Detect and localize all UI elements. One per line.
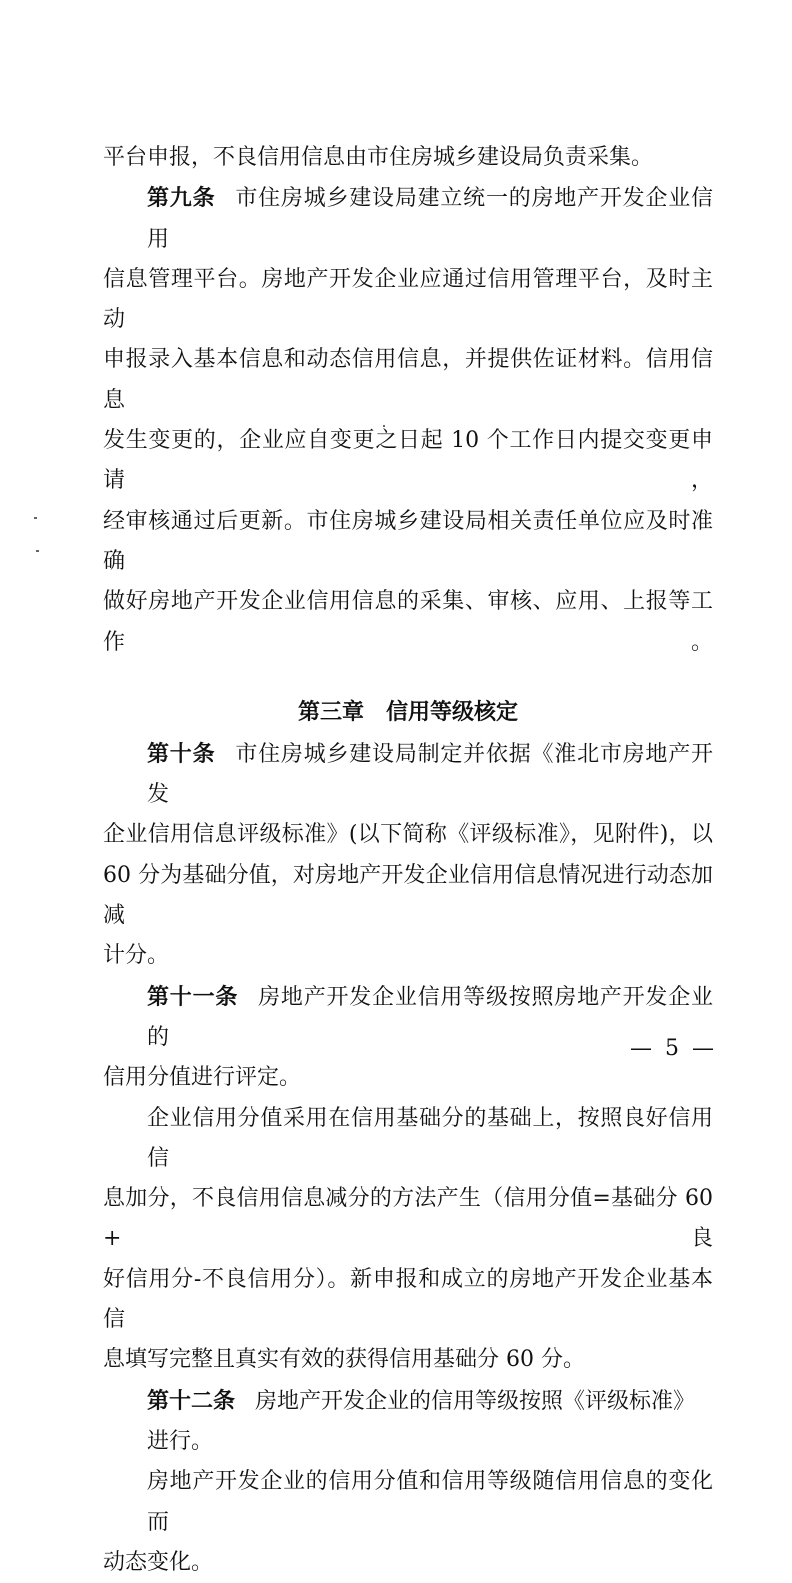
article-9 [103,178,713,260]
text-line: 房地产开发企业信用等级按照房地产开发企业的 [147,984,713,1050]
text-line: 信用分值进行评定。 [103,1065,302,1091]
text-line: 息填写完整且真实有效的获得信用基础分 60 分。 [103,1347,585,1373]
text-line: 息加分，不良信用信息减分的方法产生（信用分值=基础分 60+良 [103,1186,713,1252]
text-line: 计分。 [103,943,170,969]
chapter-heading [103,692,713,734]
text-line: 房地产开发企业的信用等级按照《评级标准》进行。 [147,1388,696,1454]
text-line: 做好房地产开发企业信用信息的采集、审核、应用、上报等工作。 [103,589,713,655]
chapter-title: 信用等级核定 [386,698,519,725]
scan-speck [383,425,385,427]
article-label: 第九条 [147,185,216,212]
text-line: 市住房城乡建设局建立统一的房地产开发企业信用 [147,186,713,252]
text-line: 企业信用分值采用在信用基础分的基础上，按照良好信用信 [147,1105,713,1171]
article-label: 第十一条 [147,983,239,1010]
text-line: 房地产开发企业的信用分值和信用等级随信用信息的变化而 [147,1469,713,1535]
article-label: 第十条 [147,740,216,767]
text-line: 企业信用信息评级标准》(以下简称《评级标准》，见附件)，以 [103,822,713,848]
text-line: 60 分为基础分值，对房地产开发企业信用信息情况进行动态加减 [103,862,713,929]
text-line: 申报录入基本信息和动态信用信息，并提供佐证材料。信用信息 [103,347,713,413]
text-line: 动态变化。 [103,1549,214,1575]
page-number: — 5 — [630,1036,717,1061]
article-12 [103,1381,713,1463]
article-10 [103,734,713,816]
text-line: 经审核通过后更新。市住房城乡建设局相关责任单位应及时准确 [103,508,713,574]
text-line: 市住房城乡建设局制定并依据《淮北市房地产开发 [147,741,713,808]
article-label: 第十二条 [147,1387,236,1414]
text-line: 好信用分-不良信用分）。新申报和成立的房地产开发企业基本信 [103,1266,713,1333]
chapter-number: 第三章 [297,698,364,725]
article-11 [103,977,713,1059]
text-line: 信息管理平台。房地产开发企业应通过信用管理平台，及时主动 [103,266,713,333]
text-line: 平台申报，不良信用信息由市住房城乡建设局负责采集。 [103,145,654,170]
text-line: 发生变更的，企业应自变更之日起 10 个工作日内提交变更申请， [103,428,713,494]
scan-speck [36,550,39,552]
document-body [103,138,713,1583]
scan-speck [34,517,37,519]
